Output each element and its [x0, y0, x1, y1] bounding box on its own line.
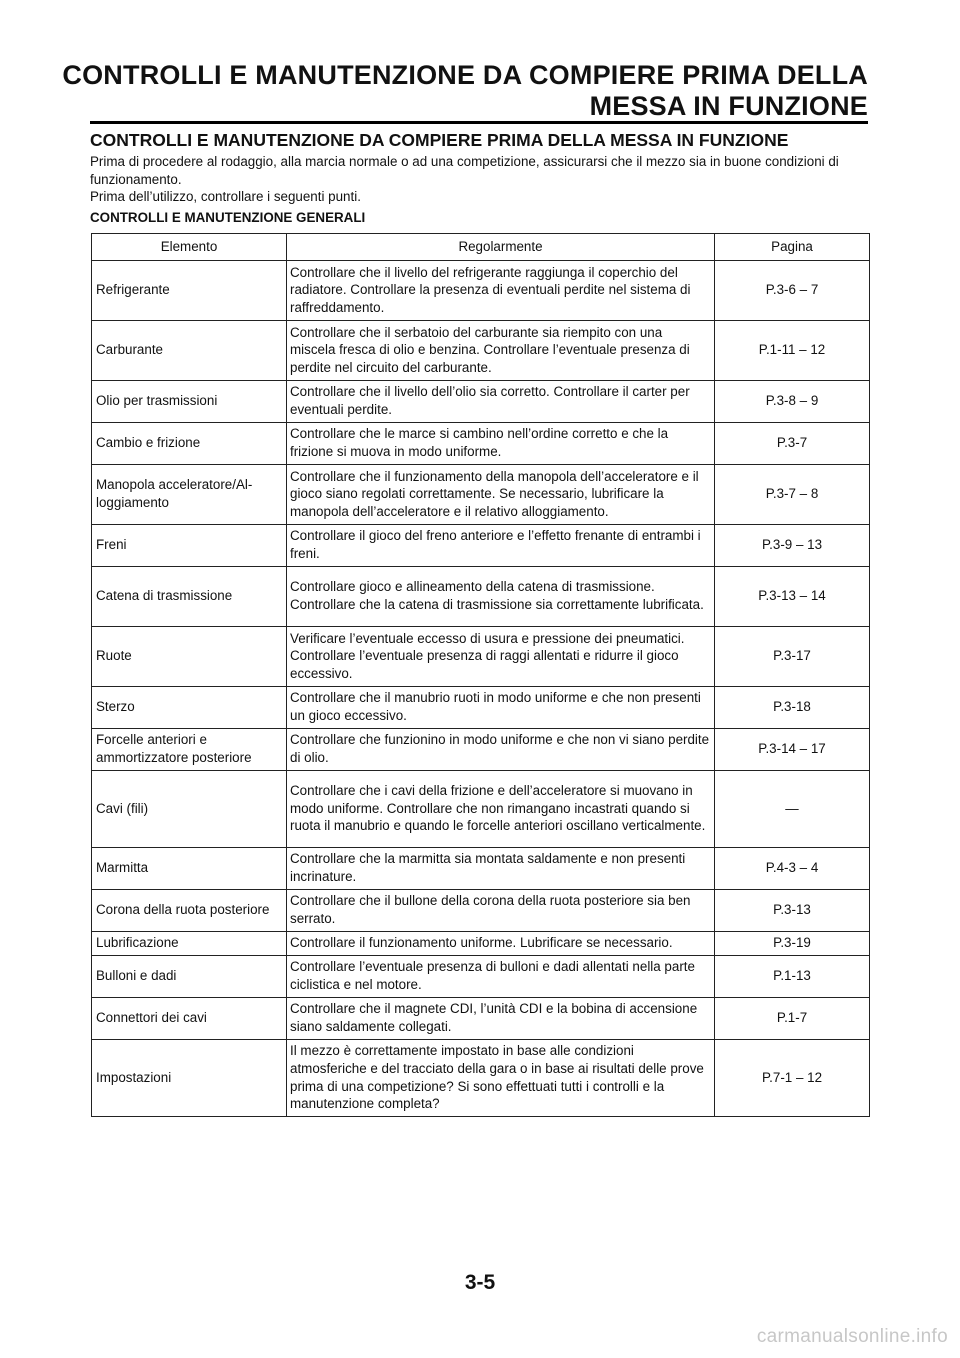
check-cell: Verificare l’eventuale eccesso di usura e pressione dei pneumatici. Controllare l’eventuale presenza di raggi allentati e ridurre il gioco eccessivo.: [287, 627, 715, 687]
subheading: CONTROLLI E MANUTENZIONE GENERALI: [90, 210, 366, 225]
maintenance-table: [91, 233, 870, 1117]
check-cell: Controllare che il magnete CDI, l’unità CDI e la bobina di accensione siano saldamente collegati.: [287, 998, 715, 1040]
item-cell: Olio per trasmissioni: [92, 381, 287, 423]
column-header-page: Pagina: [715, 234, 870, 261]
table-row: [92, 465, 870, 525]
column-header-regularly: Regolarmente: [287, 234, 715, 261]
item-cell: Connettori dei cavi: [92, 998, 287, 1040]
intro-text: [90, 153, 880, 206]
item-cell: Refrigerante: [92, 261, 287, 321]
page-cell: P.3-13 – 14: [715, 567, 870, 627]
table-row: [92, 381, 870, 423]
check-cell: Controllare che il livello dell’olio sia corretto. Controllare il carter per eventuali perdite.: [287, 381, 715, 423]
item-cell: Cambio e frizione: [92, 423, 287, 465]
header-divider: [90, 121, 868, 124]
page-cell: P.3-9 – 13: [715, 525, 870, 567]
page-cell: P.1-13: [715, 956, 870, 998]
page-cell: P.3-14 – 17: [715, 729, 870, 771]
table-row: [92, 956, 870, 998]
item-cell: Freni: [92, 525, 287, 567]
page-cell: P.3-7 – 8: [715, 465, 870, 525]
item-cell: Forcelle anteriori e ammortizzatore posteriore: [92, 729, 287, 771]
page-header-title: [62, 60, 868, 122]
page-number: 3-5: [464, 1271, 496, 1294]
page-cell: P.4-3 – 4: [715, 848, 870, 890]
check-cell: Controllare che il serbatoio del carburante sia riempito con una miscela fresca di olio e benzina. Controllare l’eventuale presenza di perdite nel circuito del carburante.: [287, 321, 715, 381]
table-row: [92, 1040, 870, 1117]
check-cell: Controllare che le marce si cambino nell’ordine corretto e che la frizione si muova in modo uniforme.: [287, 423, 715, 465]
table-row: [92, 261, 870, 321]
table-row: [92, 848, 870, 890]
table-row: [92, 423, 870, 465]
table-row: [92, 932, 870, 956]
item-cell: Carburante: [92, 321, 287, 381]
table-row: [92, 771, 870, 848]
item-cell: Manopola acceleratore/Al-loggiamento: [92, 465, 287, 525]
item-cell: Ruote: [92, 627, 287, 687]
intro-paragraph-2: Prima dell’utilizzo, controllare i seguenti punti.: [90, 189, 361, 204]
table-header-row: [92, 234, 870, 261]
page-cell: —: [715, 771, 870, 848]
check-cell: Controllare gioco e allineamento della catena di trasmissione. Controllare che la catena di trasmissione sia correttamente lubrificata.: [287, 567, 715, 627]
check-cell: Il mezzo è correttamente impostato in base alle condizioni atmosferiche e del tracciato della gara o in base ai risultati delle prove prima di una competizione? Si sono effettuati tutti i controlli e la manutenzione completa?: [287, 1040, 715, 1117]
table-row: [92, 890, 870, 932]
intro-paragraph-1: Prima di procedere al rodaggio, alla marcia normale o ad una competizione, assicurarsi che il mezzo sia in buone condizioni di funzionamento.: [90, 154, 839, 187]
page-cell: P.3-8 – 9: [715, 381, 870, 423]
check-cell: Controllare che la marmitta sia montata saldamente e non presenti incrinature.: [287, 848, 715, 890]
check-cell: Controllare che il bullone della corona della ruota posteriore sia ben serrato.: [287, 890, 715, 932]
item-cell: Corona della ruota posteriore: [92, 890, 287, 932]
check-cell: Controllare l’eventuale presenza di bulloni e dadi allentati nella parte ciclistica e nel motore.: [287, 956, 715, 998]
check-cell: Controllare che il livello del refrigerante raggiunga il coperchio del radiatore. Controllare la presenza di eventuali perdite nel sistema di raffreddamento.: [287, 261, 715, 321]
item-cell: Catena di trasmissione: [92, 567, 287, 627]
page-cell: P.3-17: [715, 627, 870, 687]
page-cell: P.1-7: [715, 998, 870, 1040]
check-cell: Controllare che i cavi della frizione e dell’acceleratore si muovano in modo uniforme. Controllare che non rimangano incastrati quando si ruota il manubrio e quando le forcelle anteriori oscillano verticalmente.: [287, 771, 715, 848]
item-cell: Lubrificazione: [92, 932, 287, 956]
check-cell: Controllare il gioco del freno anteriore e l’effetto frenante di entrambi i freni.: [287, 525, 715, 567]
page-cell: P.3-13: [715, 890, 870, 932]
page-cell: P.1-11 – 12: [715, 321, 870, 381]
table-row: [92, 729, 870, 771]
check-cell: Controllare il funzionamento uniforme. Lubrificare se necessario.: [287, 932, 715, 956]
table-row: [92, 998, 870, 1040]
page-cell: P.3-6 – 7: [715, 261, 870, 321]
section-title: CONTROLLI E MANUTENZIONE DA COMPIERE PRIMA DELLA MESSA IN FUNZIONE: [90, 130, 789, 150]
item-cell: Impostazioni: [92, 1040, 287, 1117]
page-cell: P.3-7: [715, 423, 870, 465]
check-cell: Controllare che il funzionamento della manopola dell’acceleratore e il gioco siano regolati correttamente. Se necessario, lubrificare la manopola dell’acceleratore e il relativo alloggiamento.: [287, 465, 715, 525]
column-header-element: Elemento: [92, 234, 287, 261]
item-cell: Cavi (fili): [92, 771, 287, 848]
check-cell: Controllare che funzionino in modo uniforme e che non vi siano perdite di olio.: [287, 729, 715, 771]
page-cell: P.7-1 – 12: [715, 1040, 870, 1117]
item-cell: Sterzo: [92, 687, 287, 729]
page-cell: P.3-18: [715, 687, 870, 729]
table-row: [92, 567, 870, 627]
table-row: [92, 627, 870, 687]
header-title-line-1: CONTROLLI E MANUTENZIONE DA COMPIERE PRIMA DELLA: [62, 60, 868, 90]
item-cell: Bulloni e dadi: [92, 956, 287, 998]
item-cell: Marmitta: [92, 848, 287, 890]
table-row: [92, 687, 870, 729]
header-title-line-2: MESSA IN FUNZIONE: [589, 91, 868, 121]
page-cell: P.3-19: [715, 932, 870, 956]
table-row: [92, 321, 870, 381]
check-cell: Controllare che il manubrio ruoti in modo uniforme e che non presenti un gioco eccessivo.: [287, 687, 715, 729]
watermark-text: carmanualsonline.info: [756, 1326, 948, 1347]
table-row: [92, 525, 870, 567]
